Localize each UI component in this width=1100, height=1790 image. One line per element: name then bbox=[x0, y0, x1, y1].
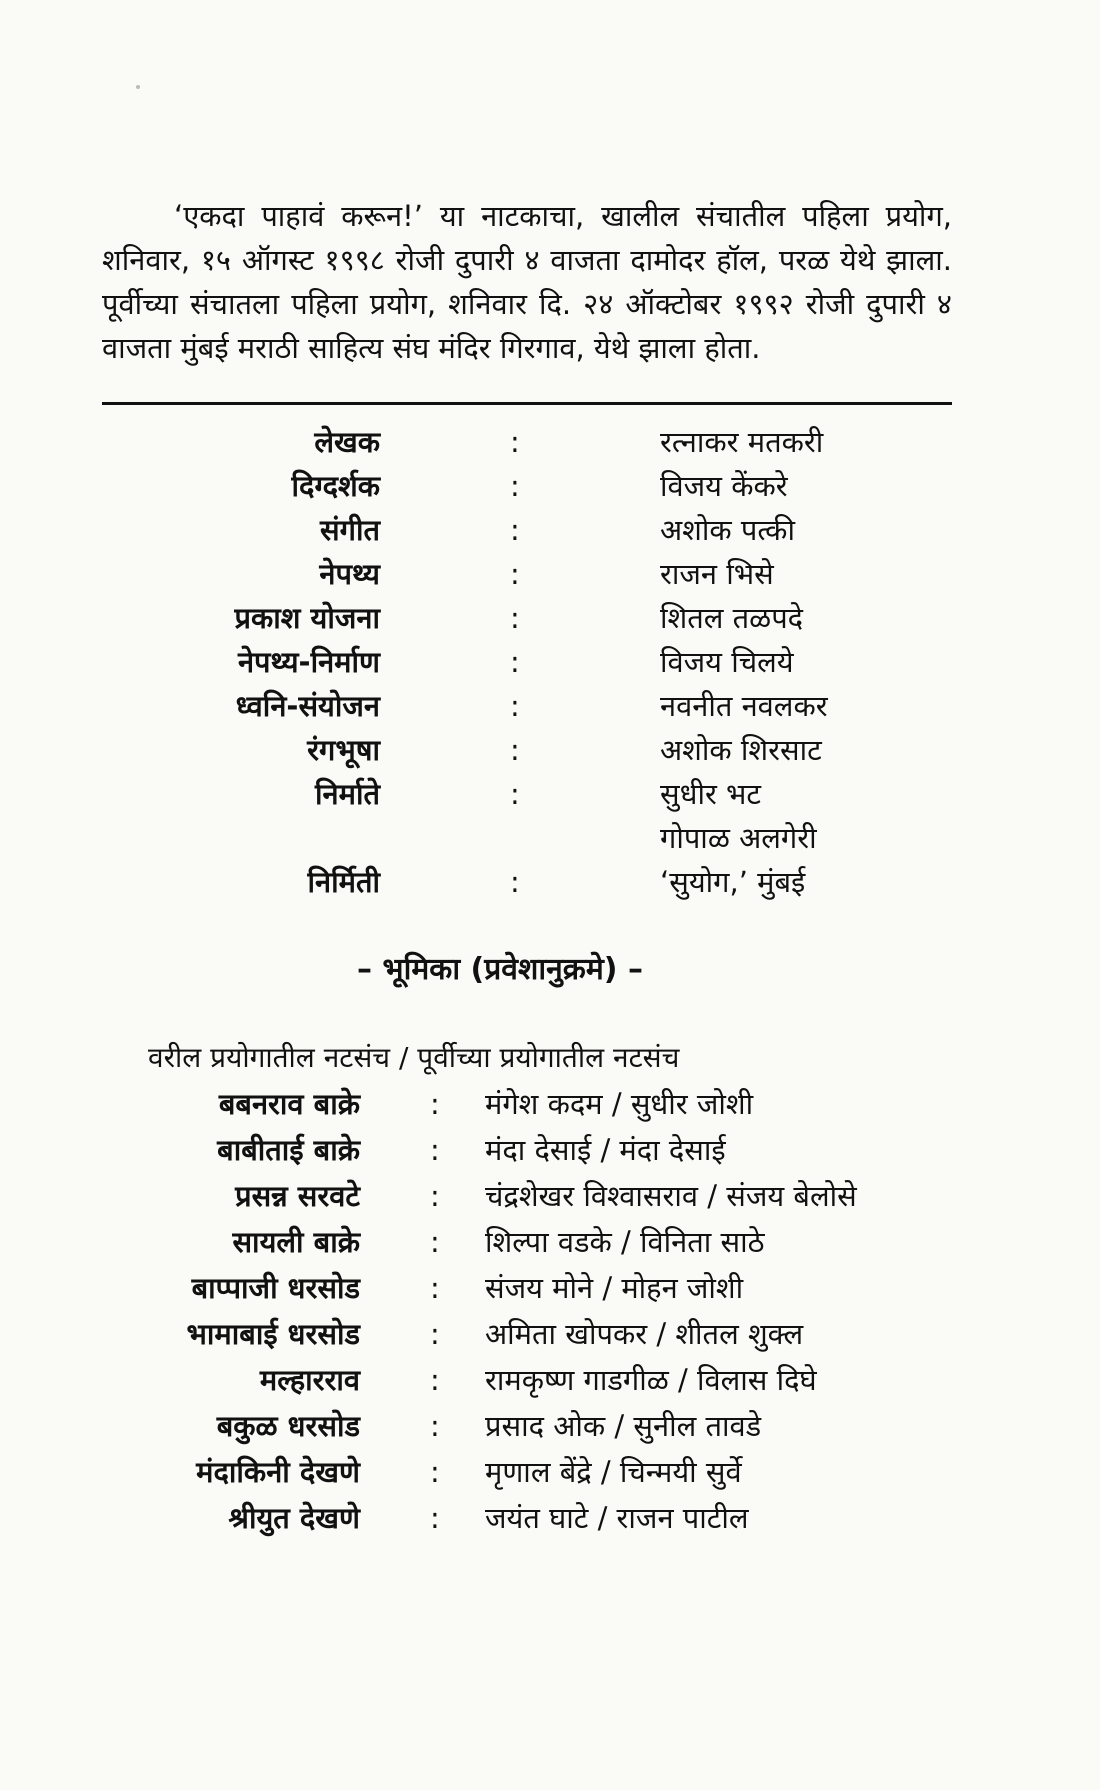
cast-colon: : bbox=[430, 1133, 440, 1167]
credit-row-music bbox=[0, 508, 1100, 552]
cast-character: प्रसन्न सरवटे bbox=[235, 1179, 360, 1213]
credit-name: विजय चिलये bbox=[660, 645, 794, 679]
credits-list bbox=[0, 420, 1100, 904]
credit-role: संगीत bbox=[320, 513, 380, 547]
cast-colon: : bbox=[430, 1271, 440, 1305]
credit-row-writer bbox=[0, 420, 1100, 464]
credit-row-sound bbox=[0, 684, 1100, 728]
credit-colon: : bbox=[510, 733, 520, 767]
cast-colon: : bbox=[430, 1225, 440, 1259]
cast-character: भामाबाई धरसोड bbox=[186, 1317, 360, 1351]
cast-actors: मृणाल बेंद्रे / चिन्मयी सुर्वे bbox=[485, 1455, 742, 1489]
cast-row bbox=[0, 1404, 1100, 1450]
credit-row-set bbox=[0, 552, 1100, 596]
credit-role: निर्मिती bbox=[307, 865, 380, 899]
cast-column-header: वरील प्रयोगातील नटसंच / पूर्वीच्या प्रयोगातील नटसंच bbox=[148, 1041, 680, 1074]
credit-name: अशोक पत्की bbox=[660, 513, 795, 547]
cast-row bbox=[0, 1082, 1100, 1128]
cast-actors: चंद्रशेखर विश्वासराव / संजय बेलोसे bbox=[485, 1179, 857, 1213]
credit-role: ध्वनि-संयोजन bbox=[235, 689, 380, 723]
cast-row bbox=[0, 1312, 1100, 1358]
cast-actors: मंगेश कदम / सुधीर जोशी bbox=[485, 1087, 754, 1121]
credit-colon: : bbox=[510, 425, 520, 459]
credit-row-makeup bbox=[0, 728, 1100, 772]
intro-paragraph: ‘एकदा पाहावं करून!’ या नाटकाचा, खालील संचातील पहिला प्रयोग, शनिवार, १५ ऑगस्ट १९९८ रोजी दुपारी ४ वाजता दामोदर हॉल, परळ येथे झाला. पूर्वीच्या संचातला पहिला प्रयोग, शनिवार दि. २४ ऑक्टोबर १९९२ रोजी दुपारी ४ वाजता मुंबई मराठी साहित्य संघ मंदिर गिरगाव, येथे झाला होता. bbox=[102, 199, 952, 365]
credit-role: प्रकाश योजना bbox=[234, 601, 380, 635]
cast-actors: शिल्पा वडके / विनिता साठे bbox=[485, 1225, 765, 1259]
cast-row bbox=[0, 1128, 1100, 1174]
paper-speck bbox=[136, 85, 140, 89]
cast-character: बबनराव बाक्रे bbox=[218, 1087, 360, 1121]
cast-section-heading: – भूमिका (प्रवेशानुक्रमे) – bbox=[357, 952, 643, 987]
cast-actors: अमिता खोपकर / शीतल शुक्ल bbox=[485, 1317, 804, 1351]
cast-row bbox=[0, 1450, 1100, 1496]
cast-colon: : bbox=[430, 1317, 440, 1351]
cast-character: बकुळ धरसोड bbox=[216, 1409, 360, 1443]
cast-row bbox=[0, 1174, 1100, 1220]
credit-name: ‘सुयोग,’ मुंबई bbox=[660, 865, 806, 899]
credit-role: नेपथ्य bbox=[319, 557, 380, 591]
cast-character: मल्हारराव bbox=[259, 1363, 360, 1397]
cast-colon: : bbox=[430, 1179, 440, 1213]
credit-colon: : bbox=[510, 645, 520, 679]
credit-name: सुधीर भट bbox=[660, 777, 762, 811]
cast-actors: प्रसाद ओक / सुनील तावडे bbox=[485, 1409, 762, 1443]
credit-colon: : bbox=[510, 557, 520, 591]
cast-character: मंदाकिनी देखणे bbox=[196, 1455, 360, 1489]
credit-colon: : bbox=[510, 865, 520, 899]
cast-character: बाप्पाजी धरसोड bbox=[191, 1271, 360, 1305]
credit-name: राजन भिसे bbox=[660, 557, 774, 591]
cast-actors: जयंत घाटे / राजन पाटील bbox=[485, 1501, 749, 1535]
credit-colon: : bbox=[510, 513, 520, 547]
cast-row bbox=[0, 1266, 1100, 1312]
cast-row bbox=[0, 1496, 1100, 1542]
credit-name: नवनीत नवलकर bbox=[660, 689, 828, 723]
credit-role: नेपथ्य-निर्माण bbox=[237, 645, 380, 679]
credit-colon: : bbox=[510, 777, 520, 811]
credit-row-producers bbox=[0, 772, 1100, 816]
credit-row-producers-cont bbox=[0, 816, 1100, 860]
credit-name: शितल तळपदे bbox=[660, 601, 804, 635]
credit-row-director bbox=[0, 464, 1100, 508]
cast-character: बाबीताई बाक्रे bbox=[217, 1133, 360, 1167]
cast-character: सायली बाक्रे bbox=[232, 1225, 360, 1259]
credit-row-set-construction bbox=[0, 640, 1100, 684]
divider-line bbox=[102, 402, 952, 405]
credit-colon: : bbox=[510, 601, 520, 635]
cast-colon: : bbox=[430, 1363, 440, 1397]
credit-name: अशोक शिरसाट bbox=[660, 733, 822, 767]
cast-colon: : bbox=[430, 1455, 440, 1489]
cast-actors: मंदा देसाई / मंदा देसाई bbox=[485, 1133, 726, 1167]
credit-row-production bbox=[0, 860, 1100, 904]
cast-colon: : bbox=[430, 1087, 440, 1121]
credit-name: विजय केंकरे bbox=[660, 469, 788, 503]
credit-row-lighting bbox=[0, 596, 1100, 640]
cast-row bbox=[0, 1220, 1100, 1266]
credit-role: रंगभूषा bbox=[307, 733, 380, 767]
credit-role: निर्माते bbox=[315, 777, 380, 811]
credit-name: गोपाळ अलगेरी bbox=[660, 821, 817, 855]
credit-name: रत्नाकर मतकरी bbox=[660, 425, 824, 459]
cast-colon: : bbox=[430, 1409, 440, 1443]
cast-actors: संजय मोने / मोहन जोशी bbox=[485, 1271, 744, 1305]
credit-role: दिग्दर्शक bbox=[291, 469, 380, 503]
credit-colon: : bbox=[510, 469, 520, 503]
cast-colon: : bbox=[430, 1501, 440, 1535]
credit-role: लेखक bbox=[314, 425, 380, 459]
credit-colon: : bbox=[510, 689, 520, 723]
cast-list bbox=[0, 1082, 1100, 1542]
cast-actors: रामकृष्ण गाडगीळ / विलास दिघे bbox=[485, 1363, 817, 1397]
cast-character: श्रीयुत देखणे bbox=[228, 1501, 360, 1535]
cast-row bbox=[0, 1358, 1100, 1404]
